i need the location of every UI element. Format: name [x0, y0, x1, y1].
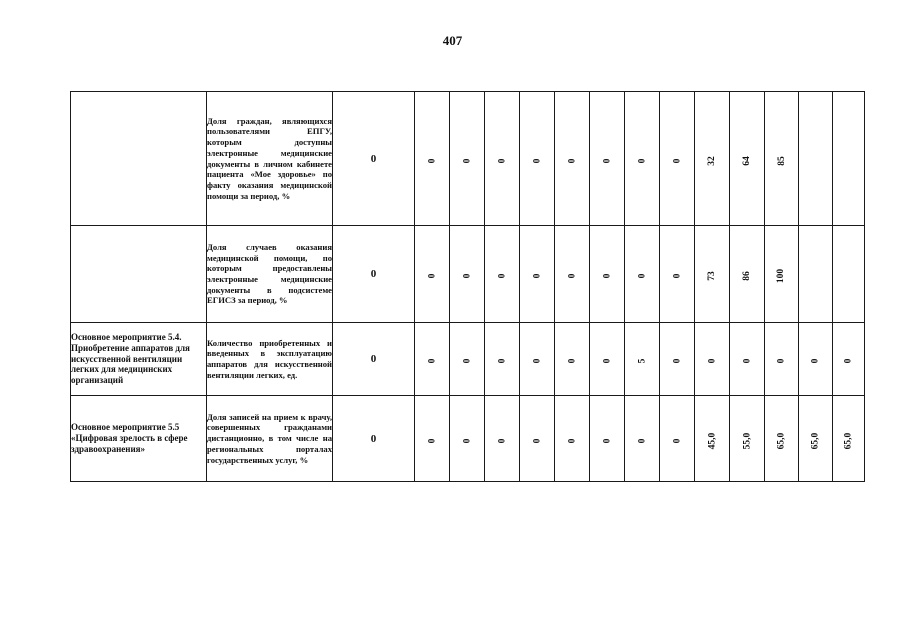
- event-cell: Основное мероприятие 5.4. Приобретение аппаратов для искусственной вентиляции легких для медицинских организаций: [71, 323, 207, 396]
- year-value-cell: [555, 226, 590, 323]
- year-value-cell: [833, 226, 865, 323]
- year-value-cell: [625, 226, 660, 323]
- year-value-cell: [555, 323, 590, 396]
- year-value: 0: [567, 158, 577, 163]
- year-value-cell: [695, 92, 730, 226]
- year-value-cell: [590, 396, 625, 482]
- year-value-cell: [555, 396, 590, 482]
- year-value-cell: [415, 396, 450, 482]
- year-value-cell: [485, 226, 520, 323]
- year-value-cell: [660, 396, 695, 482]
- year-value: 0: [602, 358, 612, 364]
- event-cell: [71, 92, 207, 226]
- year-value-cell: [730, 226, 765, 323]
- year-value-cell: [450, 323, 485, 396]
- year-value: 0: [462, 358, 472, 364]
- year-value: 0: [532, 438, 542, 443]
- year-value-cell: [590, 226, 625, 323]
- year-value: 65,0: [776, 432, 787, 449]
- year-value-cell: [833, 396, 865, 482]
- year-value: 0: [672, 438, 682, 443]
- year-value-cell: [695, 226, 730, 323]
- page-number: 407: [442, 33, 463, 48]
- indicators-table: [70, 91, 865, 482]
- indicator-cell: Доля случаев оказания медицинской помощи, по которым предоставлены электронные медицинские документы в подсистеме ЕГИСЗ за период, %: [207, 226, 333, 323]
- year-value-cell: [799, 92, 833, 226]
- year-value: 0: [602, 273, 612, 279]
- year-value-cell: [730, 396, 765, 482]
- year-value: 45,0: [707, 432, 717, 449]
- year-value: 55,0: [742, 432, 752, 449]
- year-value: 0: [637, 438, 647, 443]
- year-value-cell: [833, 92, 865, 226]
- table-row: [71, 323, 865, 396]
- year-value-cell: [799, 396, 833, 482]
- base-value-cell: 0: [333, 92, 415, 226]
- year-value: 0: [427, 273, 437, 279]
- year-value: 0: [742, 358, 752, 364]
- year-value-cell: [590, 323, 625, 396]
- year-value: 0: [637, 273, 647, 279]
- year-value-cell: [695, 323, 730, 396]
- year-value-cell: [765, 323, 799, 396]
- base-value-cell: 0: [333, 396, 415, 482]
- year-value-cell: [450, 226, 485, 323]
- year-value-cell: [660, 92, 695, 226]
- year-value-cell: [450, 396, 485, 482]
- year-value: 0: [497, 158, 507, 163]
- year-value: 0: [462, 158, 472, 163]
- year-value: 65,0: [810, 432, 821, 449]
- year-value-cell: [625, 323, 660, 396]
- year-value: 86: [742, 271, 752, 281]
- year-value: 85: [776, 155, 787, 166]
- year-value-cell: [799, 226, 833, 323]
- year-value: 73: [707, 271, 717, 281]
- year-value-cell: [555, 92, 590, 226]
- indicator-cell: Доля граждан, являющихся пользователями ЕПГУ, которым доступны электронные медицинские документы в личном кабинете пациента «Мое здоровье» по факту оказания медицинской помощи за период, %: [207, 92, 333, 226]
- year-value-cell: [415, 323, 450, 396]
- indicator-cell: Количество приобретенных и введенных в эксплуатацию аппаратов для искусственной вентиляции легких, ед.: [207, 323, 333, 396]
- year-value-cell: [833, 323, 865, 396]
- year-value-cell: [765, 92, 799, 226]
- year-value-cell: [415, 226, 450, 323]
- table-row: [71, 396, 865, 482]
- year-value-cell: [590, 92, 625, 226]
- year-value: 0: [532, 273, 542, 279]
- year-value: 0: [532, 358, 542, 364]
- event-cell: [71, 226, 207, 323]
- year-value: 0: [602, 158, 612, 163]
- base-value-cell: 0: [333, 323, 415, 396]
- year-value: 0: [497, 273, 507, 279]
- year-value: 0: [462, 438, 472, 443]
- indicator-cell: Доля записей на прием к врачу, совершенных гражданами дистанционно, в том числе на региональных порталах государственных услуг, %: [207, 396, 333, 482]
- year-value: 64: [742, 155, 752, 166]
- year-value: 0: [843, 358, 854, 364]
- year-value-cell: [520, 226, 555, 323]
- year-value: 65,0: [843, 432, 854, 449]
- year-value-cell: [520, 92, 555, 226]
- year-value: 0: [567, 358, 577, 364]
- year-value: 0: [427, 438, 437, 443]
- year-value-cell: [625, 396, 660, 482]
- year-value: 0: [497, 358, 507, 364]
- year-value: 0: [810, 358, 821, 364]
- year-value: 0: [672, 273, 682, 279]
- year-value-cell: [485, 92, 520, 226]
- year-value: 0: [602, 438, 612, 443]
- year-value: 0: [532, 158, 542, 163]
- year-value: 0: [672, 158, 682, 163]
- year-value-cell: [450, 92, 485, 226]
- year-value-cell: [520, 323, 555, 396]
- year-value: 0: [776, 358, 787, 364]
- year-value-cell: [730, 323, 765, 396]
- year-value-cell: [660, 323, 695, 396]
- year-value-cell: [799, 323, 833, 396]
- year-value: 32: [707, 155, 717, 166]
- year-value: 5: [637, 358, 647, 364]
- year-value: 0: [637, 158, 647, 163]
- year-value: 0: [707, 358, 717, 364]
- year-value-cell: [765, 396, 799, 482]
- table-row: [71, 92, 865, 226]
- base-value-cell: 0: [333, 226, 415, 323]
- year-value: 0: [567, 438, 577, 443]
- year-value: 0: [427, 358, 437, 364]
- year-value-cell: [485, 323, 520, 396]
- table-row: [71, 226, 865, 323]
- year-value-cell: [730, 92, 765, 226]
- year-value-cell: [520, 396, 555, 482]
- year-value-cell: [415, 92, 450, 226]
- year-value-cell: [485, 396, 520, 482]
- year-value-cell: [660, 226, 695, 323]
- year-value: 0: [672, 358, 682, 364]
- year-value: 0: [427, 158, 437, 163]
- year-value-cell: [765, 226, 799, 323]
- year-value: 0: [462, 273, 472, 279]
- event-cell: Основное мероприятие 5.5 «Цифровая зрелость в сфере здравоохранения»: [71, 396, 207, 482]
- year-value-cell: [625, 92, 660, 226]
- year-value: 0: [567, 273, 577, 279]
- year-value: 0: [497, 438, 507, 443]
- year-value-cell: [695, 396, 730, 482]
- year-value: 100: [776, 268, 787, 284]
